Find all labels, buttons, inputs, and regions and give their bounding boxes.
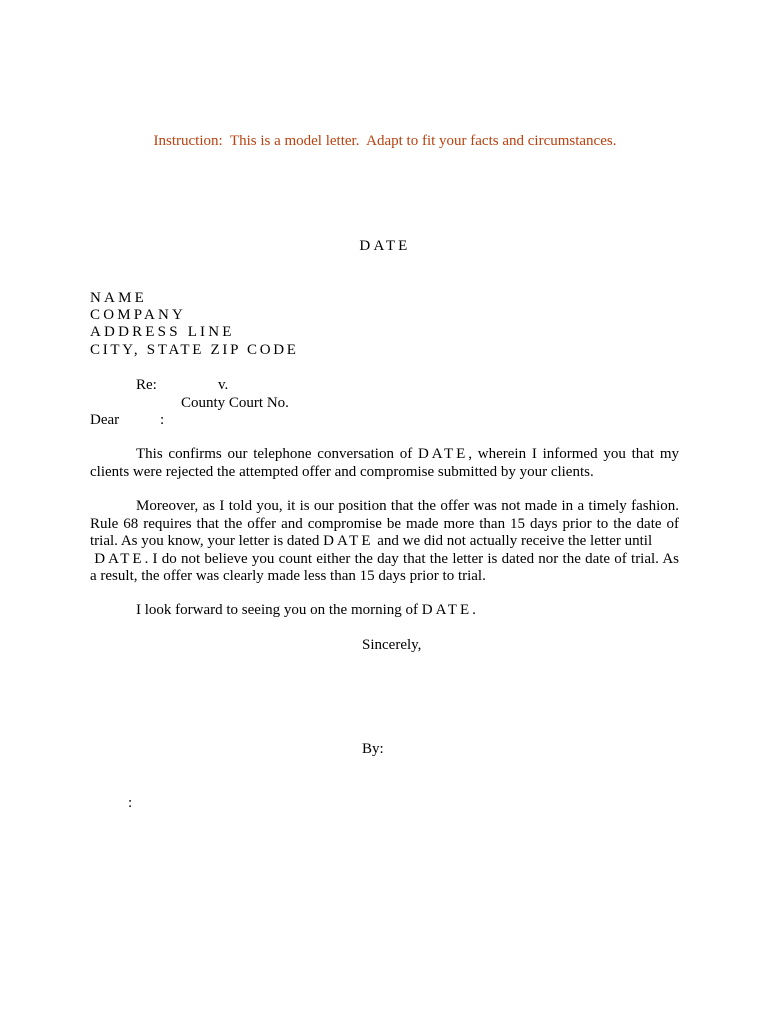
re-versus: v.: [218, 377, 229, 393]
paragraph3-text-a: I look forward to seeing you on the morning of: [136, 602, 422, 618]
recipient-name: NAME: [90, 290, 147, 306]
closing-sincerely: Sincerely,: [362, 637, 422, 653]
paragraph1-text-a: This confirms our telephone conversation of: [136, 446, 418, 462]
re-court-number: County Court No.: [181, 395, 289, 411]
paragraph2-text-c: . I do not believe you count either the day that the letter is dated nor the date of trial. As a result, the offer was clearly made less than 15 days prior to trial.: [90, 550, 679, 584]
paragraph1-date: DATE: [417, 446, 469, 462]
paragraph2-date2: DATE: [94, 550, 145, 567]
paragraph3-text-b: .: [472, 602, 476, 618]
recipient-address: ADDRESS LINE: [90, 324, 235, 340]
re-label: Re:: [136, 377, 157, 393]
recipient-company: COMPANY: [90, 307, 187, 323]
paragraph3-date: DATE: [421, 602, 473, 618]
salutation-dear: Dear: [90, 412, 120, 428]
paragraph1-text-b: , wherein I informed you that my clients were rejected the attempted offer and compromise submitted by your clients.: [90, 446, 679, 480]
salutation-colon: :: [160, 412, 165, 428]
recipient-city-state-zip: CITY, STATE ZIP CODE: [90, 342, 299, 358]
letter-date: DATE: [359, 238, 411, 254]
paragraph2-text-a: Moreover, as I told you, it is our position that the offer was not made in a timely fashion. Rule 68 requires that the offer and compromise be made more than 15 days prior to the date of trial. As you know, your letter is dated: [90, 498, 679, 549]
paragraph-confirmation: [90, 446, 679, 481]
paragraph2-date1: DATE: [323, 533, 374, 549]
paragraph-timeliness: [90, 498, 679, 586]
signature-by: By:: [362, 741, 384, 757]
instruction-note: Instruction: This is a model letter. Adapt to fit your facts and circumstances.: [153, 133, 617, 149]
paragraph2-text-b: and we did not actually receive the letter until: [377, 533, 653, 549]
footer-colon: :: [128, 795, 133, 811]
paragraph-closing-remark: [90, 602, 679, 620]
